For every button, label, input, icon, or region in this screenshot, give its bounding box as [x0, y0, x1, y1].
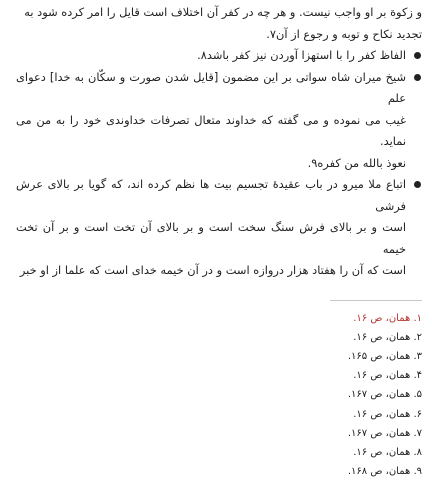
- footnote-item: ۸. همان، ص ۱۶.: [16, 443, 422, 462]
- main-text: [16, 2, 422, 282]
- bullet-dot-icon: [414, 181, 421, 188]
- bullet-dot-icon: [414, 52, 421, 59]
- footnotes-list: [16, 309, 422, 481]
- bullet-dot-icon: [414, 74, 421, 81]
- footnote-item: ۹. همان، ص ۱۶۸.: [16, 462, 422, 481]
- footnote-divider: [330, 300, 422, 301]
- text-line: تجدید نکاح و توبه و رجوع از آن۷.: [16, 24, 422, 46]
- footnote-item: ۶. همان، ص ۱۶.: [16, 405, 422, 424]
- footnote-item: ۲. همان، ص ۱۶.: [16, 328, 422, 347]
- text-line: و زکوة بر او واجب نیست. و هر چه در کفر آن اختلاف است قایل را امر کرده شود به: [16, 2, 422, 24]
- text-line: نعوذ بالله من کفره۹.: [16, 153, 406, 175]
- text-line: اتباع ملا میرو در باب عقیدهٔ تجسیم بیت ها نظم کرده اند، که گویا بر بالای عرش فرشی: [16, 174, 406, 217]
- text-line: شیخ میران شاه سواتی بر این مضمون [قایل شدن صورت و سکّان به خدا] دعوای علم: [16, 67, 406, 110]
- text-line: است که آن را هفتاد هزار دروازه است و در آن خیمه خدای است که علما از او خبر: [16, 260, 406, 282]
- paragraph-1: [16, 2, 422, 45]
- footnote-item: ۵. همان، ص ۱۶۷.: [16, 385, 422, 404]
- bullet-paragraph-2: [16, 45, 422, 67]
- footnote-item: ۳. همان، ص ۱۶۵.: [16, 347, 422, 366]
- text-line: الفاظ کفر را با استهزا آوردن نیز کفر باشد۸.: [16, 45, 406, 67]
- footnote-item: ۱. همان، ص ۱۶.: [16, 309, 422, 328]
- footnote-item: ۴. همان، ص ۱۶.: [16, 366, 422, 385]
- bullet-paragraph-4: [16, 174, 422, 282]
- bullet-paragraph-3: [16, 67, 422, 175]
- text-line: است و بر بالای فرش سنگ سخت است و بر بالای آن تخت است و بر آن تخت خیمه: [16, 217, 406, 260]
- footnote-item: ۷. همان، ص ۱۶۷.: [16, 424, 422, 443]
- text-line: غیب می نموده و می گفته که خداوند متعال تصرفات خداوندی خود را به من می نماید.: [16, 110, 406, 153]
